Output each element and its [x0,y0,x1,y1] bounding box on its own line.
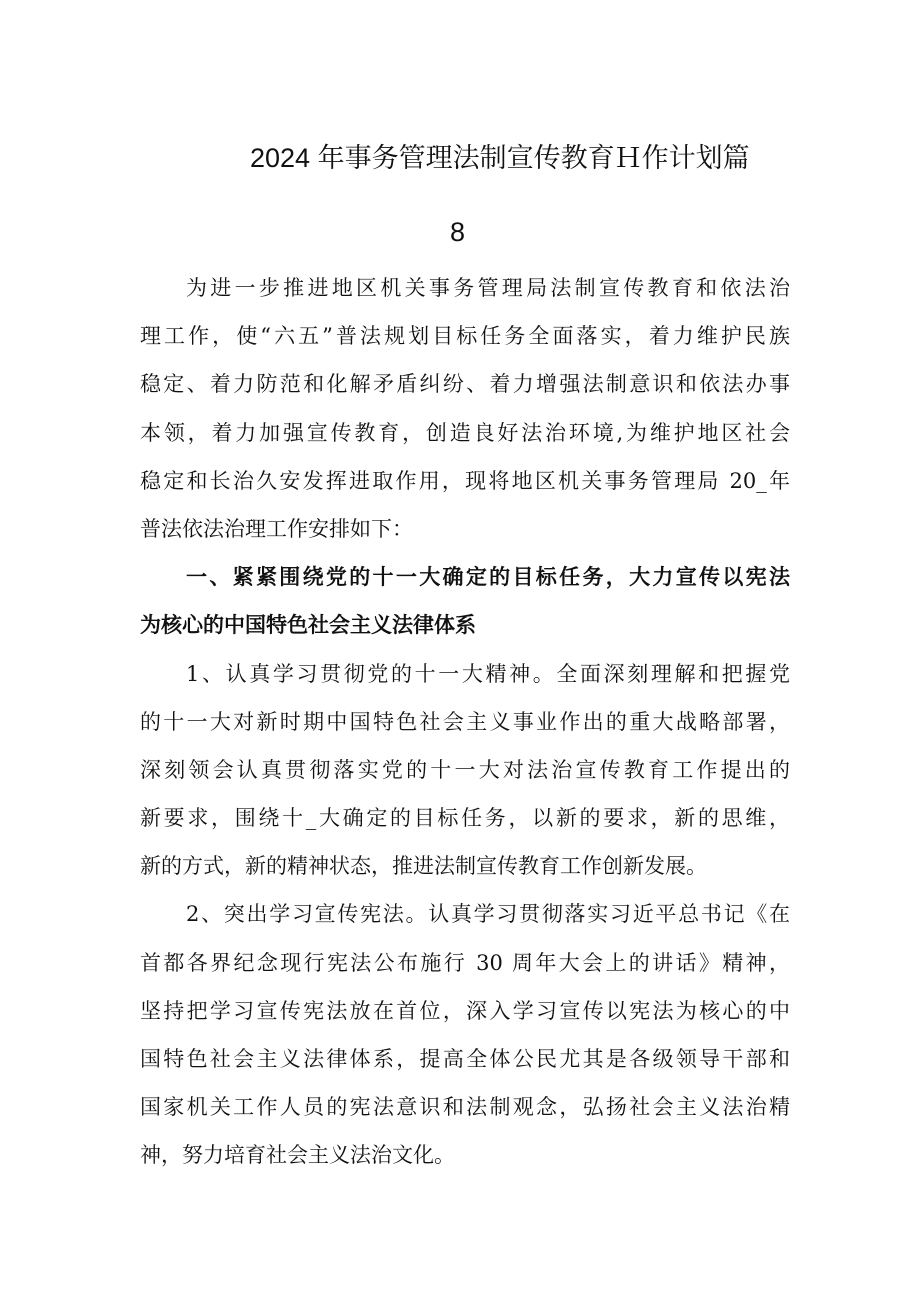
paragraph-line: 2、突出学习宣传宪法。认真学习贯彻落实习近平总书记《在 [186,902,790,927]
paragraph-line: 普法依法治理工作安排如下： [140,516,413,541]
paragraph-line: 新的方式，新的精神状态，推进法制宣传教育工作创新发展。 [140,854,707,879]
document-title-number: 8 [450,217,466,247]
paragraph-line: 1、认真学习贯彻党的十一大精神。全面深刻理解和把握党 [186,661,790,686]
paragraph-line: 的十一大对新时期中国特色社会主义事业作出的重大战略部署， [140,709,790,734]
paragraph-line: 本领，着力加强宣传教育，创造良好法治环境,为维护地区社会 [140,420,790,445]
paragraph-line: 稳定和长治久安发挥进取作用，现将地区机关事务管理局 20_年 [140,468,790,493]
paragraph-line: 国特色社会主义法律体系，提高全体公民尤其是各级领导干部和 [140,1047,790,1071]
paragraph-line: 稳定、着力防范和化解矛盾纠纷、着力增强法制意识和依法办事 [140,372,790,397]
document-body [140,264,790,1180]
section-heading-line: 为核心的中国特色社会主义法律体系 [140,613,476,638]
section-heading-line: 一、紧紧围绕党的十一大确定的目标任务，大力宣传以宪法 [186,565,790,590]
paragraph-line: 新要求，围绕十_大确定的目标任务，以新的要求，新的思维， [140,806,790,831]
paragraph-line: 理工作，使“六五”普法规划目标任务全面落实，着力维护民族 [140,324,790,349]
paragraph-line: 国家机关工作人员的宪法意识和法制观念，弘扬社会主义法治精 [140,1095,790,1120]
paragraph-line: 深刻领会认真贯彻落实党的十一大对法治宣传教育工作提出的 [140,757,790,782]
document-title: 2024 年事务管理法制宣传教育Ｈ作计划篇 [250,143,750,173]
paragraph-line: 坚持把学习宣传宪法放在首位，深入学习宣传以宪法为核心的中 [140,998,790,1023]
paragraph-line: 为进一步推进地区机关事务管理局法制宣传教育和依法治 [186,276,790,300]
paragraph-line: 首都各界纪念现行宪法公布施行 30 周年大会上的讲话》精神， [140,950,790,975]
paragraph-line: 神，努力培育社会主义法治文化。 [140,1143,455,1168]
